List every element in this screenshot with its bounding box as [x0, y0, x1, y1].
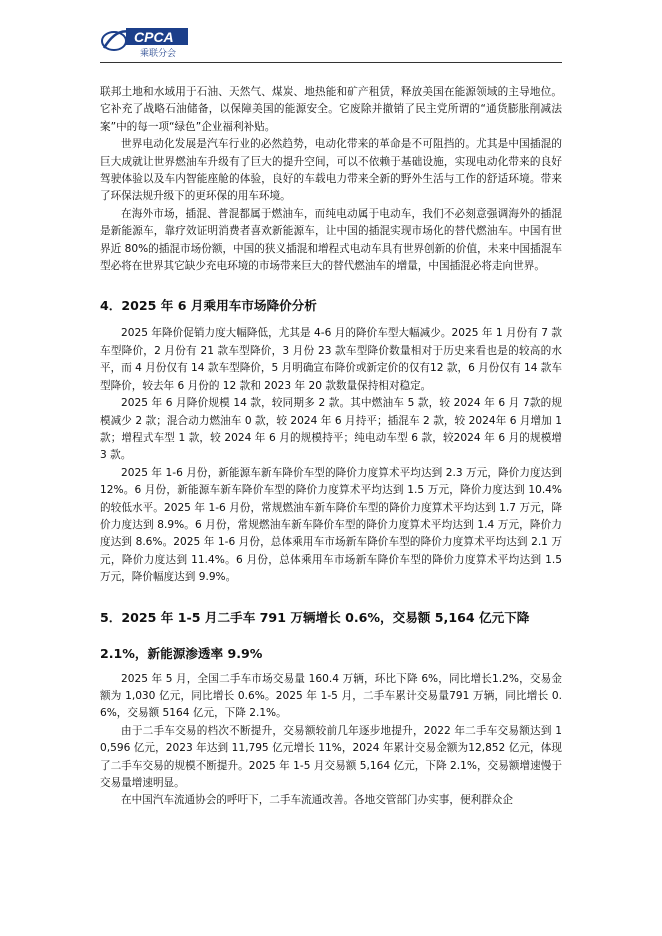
section-heading-4: 4．2025 年 6 月乘用车市场降价分析 [100, 298, 317, 314]
paragraph: 由于二手车交易的档次不断提升，交易额较前几年逐步地提升，2022 年二手车交易额达到 10,596 亿元，2023 年达到 11,795 亿元增长 11%，2024 年累计交易金额为12,852 亿元，体现了二手车交易的规模不断提升。2025 年 1-5 月交易额 5,164 亿元，下降 2.1%，交易额增速慢于交易量增速明显。 [100, 724, 562, 789]
logo-text: CPCA [134, 29, 174, 45]
paragraph: 在海外市场，插混、普混都属于燃油车，而纯电动属于电动车，我们不必刻意强调海外的插混是新能源车，靠疗效证明消费者喜欢新能源车，让中国的插混实现市场化的替代燃油车。中国有世界近 80%的插混市场份额，中国的狭义插混和增程式电动车具有世界创新的价值，未来中国插混车型必将在世界其它缺少充电环境的市场带来巨大的替代燃油车的增量，中国插混必将走向世界。 [100, 207, 562, 273]
cpca-logo [100, 24, 192, 58]
paragraph: 2025 年 6 月降价规模 14 款，较同期多 2 款。其中燃油车 5 款，较 2024 年 6 月 7款的规模减少 2 款；混合动力燃油车 0 款，较 2024 年 6 月持平；插混车 2 款，较 2024年 6 月增加 1 款；增程式车型 1 款，较 2024 年 6 月的规模持平；纯电动车型 6 款，较2024 年 6 月的规模增 3 款。 [100, 397, 562, 462]
section-heading-5-line1: 5．2025 年 1-5 月二手车 791 万辆增长 0.6%，交易额 5,164 亿元下降 [100, 609, 530, 625]
paragraph: 联邦土地和水域用于石油、天然气、煤炭、地热能和矿产租赁，释放美国在能源领域的主导地位。它补充了战略石油储备，以保障美国的能源安全。它废除并撤销了民主党所谓的“通货膨胀削减法案”中的每一项“绿色”企业福利补贴。 [100, 86, 562, 133]
paragraph: 在中国汽车流通协会的呼吁下，二手车流通改善。各地交管部门办实事，便利群众企 [121, 794, 513, 807]
section-heading-5 [100, 607, 562, 665]
paragraph: 2025 年降价促销力度大幅降低，尤其是 4-6 月的降价车型大幅减少。2025 年 1 月份有 7 款车型降价，2 月份有 21 款车型降价，3 月份 23 款车型降价数量相对于历史来看也是的较高的水平，而 4 月份仅有 14 款车型降价，5 月明确宣布降价或新定价的仅有12 款，6 月份仅有 14 款车型降价，较去年 6 月份的 12 款和 2023 年 20 款数量保持相对稳定。 [100, 327, 562, 392]
page-header [100, 24, 562, 60]
section-heading-5-line2: 2.1%，新能源渗透率 9.9% [100, 645, 263, 661]
header-divider [100, 62, 562, 63]
logo-subtext: 乘联分会 [140, 49, 177, 58]
document-body [100, 84, 562, 810]
paragraph: 2025 年 1-6 月份，新能源车新车降价车型的降价力度算术平均达到 2.3 万元，降价力度达到 12%。6 月份，新能源车新车降价车型的降价力度算术平均达到 1.5 万元，降价力度达到 10.4%的较低水平。2025 年 1-6 月份，常规燃油车新车降价车型的降价力度算术平均达到 1.7 万元，降价力度达到 8.9%。6 月份，常规燃油车新车降价车型的降价力度算术平均达到 1.4 万元，降价力度达到 8.6%。2025 年 1-6 月份，总体乘用车市场新车降价车型的降价力度算术平均达到 2.1 万元，降价力度达到 11.4%。6 月份，总体乘用车市场新车降价车型的降价力度算术平均达到 1.5 万元，降价幅度达到 9.9%。 [100, 466, 562, 584]
paragraph: 2025 年 5 月，全国二手车市场交易量 160.4 万辆，环比下降 6%，同比增长1.2%，交易金额为 1,030 亿元，同比增长 0.6%。2025 年 1-5 月，二手车累计交易量791 万辆，同比增长 0.6%，交易额 5164 亿元，下降 2.1%。 [100, 672, 562, 720]
paragraph: 世界电动化发展是汽车行业的必然趋势，电动化带来的革命是不可阻挡的。尤其是中国插混的巨大成就让世界燃油车升级有了巨大的提升空间，可以不依赖于基础设施，实现电动化带来的良好驾驶体验以及车内智能座舱的体验，良好的车载电力带来全新的野外生活与工作的舒适环境。带来了环保法规升级下的更环保的用车环境。 [100, 138, 562, 203]
